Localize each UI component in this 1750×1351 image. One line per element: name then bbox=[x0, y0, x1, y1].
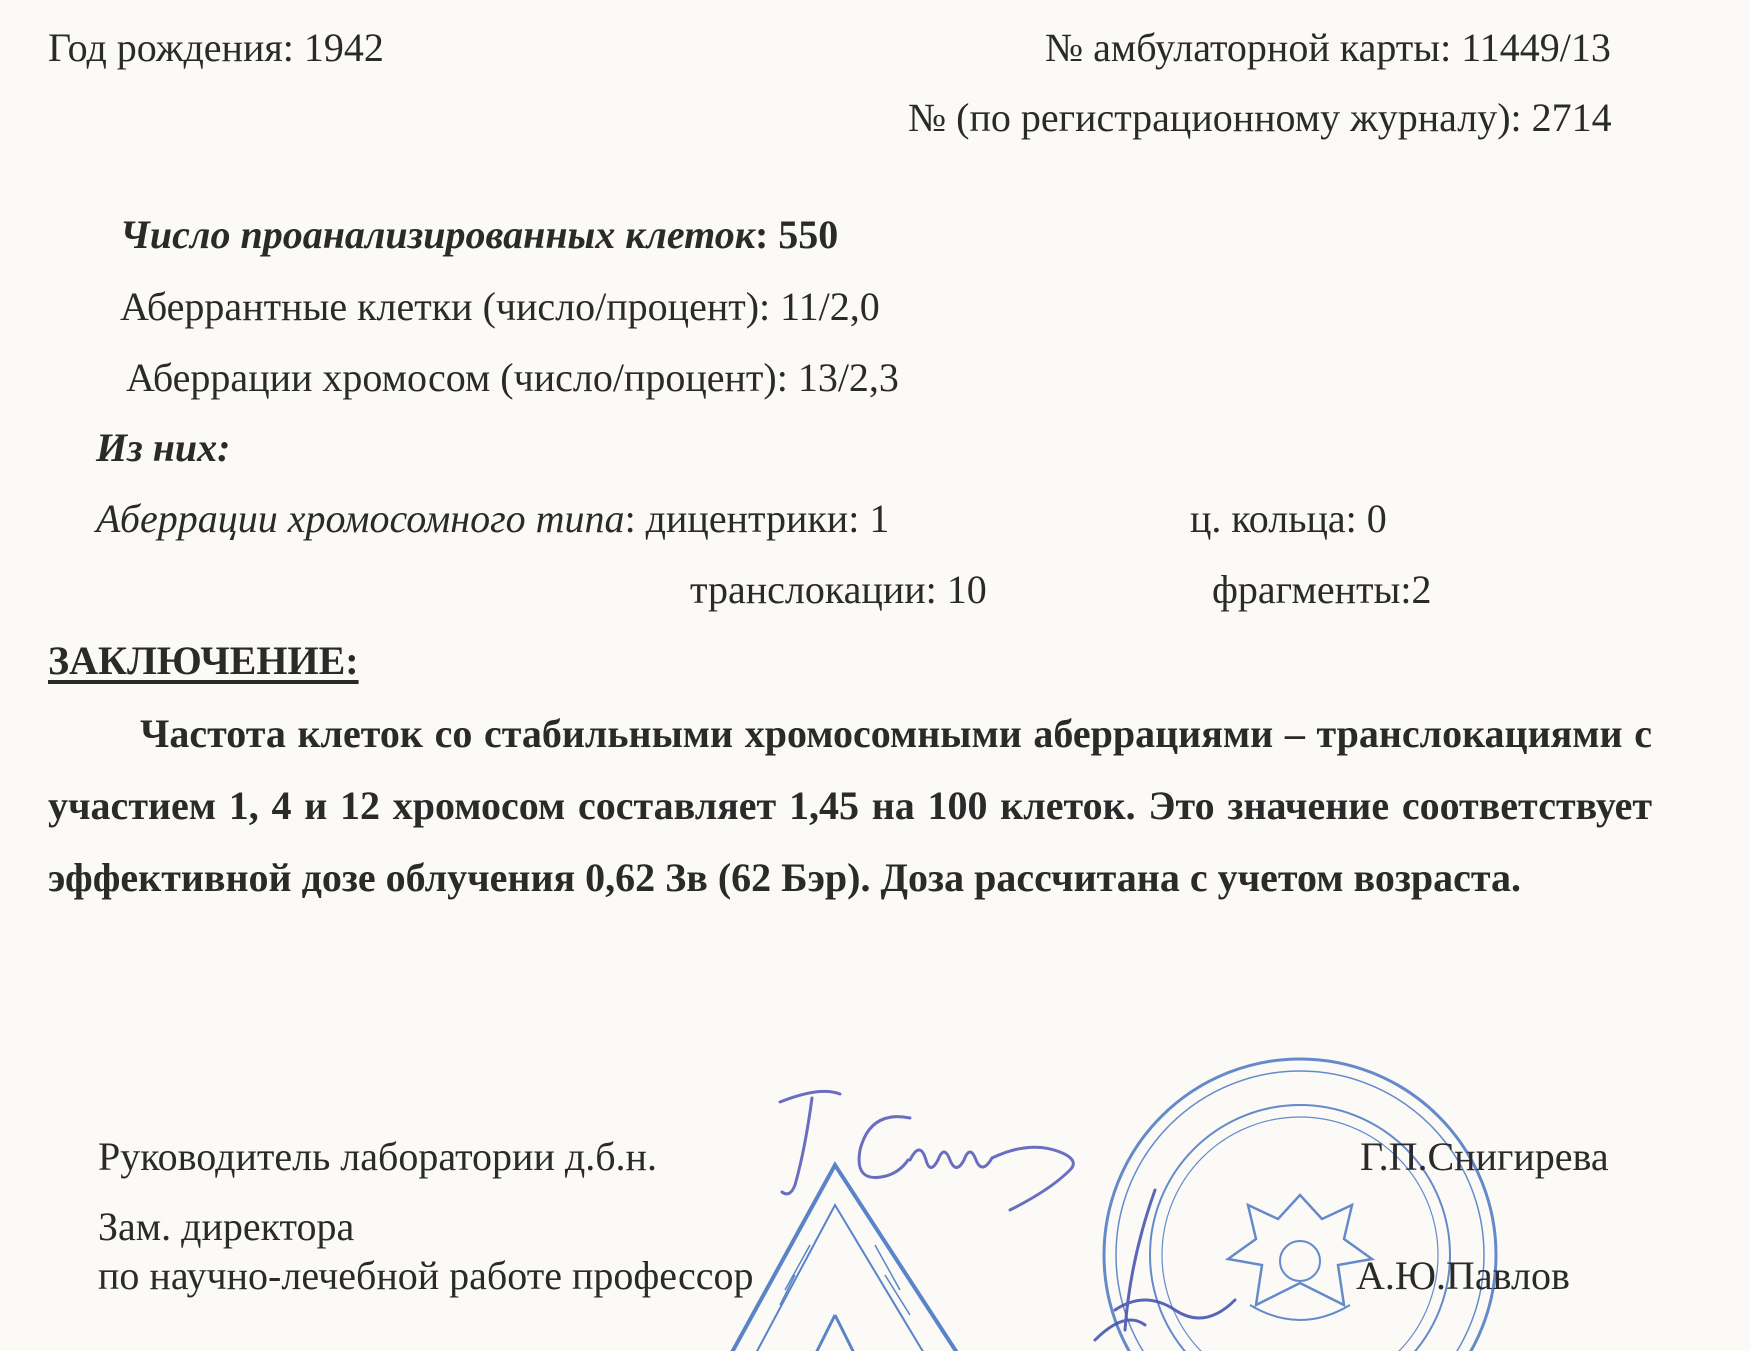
chromosome-aberrations: Аберрации хромосом (число/процент): 13/2,3 bbox=[126, 355, 899, 400]
deputy-title-line-1: Зам. директора bbox=[98, 1204, 355, 1249]
lab-head-title: Руководитель лаборатории д.б.н. bbox=[98, 1134, 657, 1179]
lab-head-name: Г.П.Снигирева bbox=[1360, 1134, 1609, 1179]
dicentrics-count: : дицентрики: 1 bbox=[624, 496, 890, 541]
registry-number: № (по регистрационному журналу): 2714 bbox=[908, 95, 1612, 140]
signature-snigireva bbox=[760, 1080, 1140, 1240]
cells-value: : 550 bbox=[754, 212, 839, 257]
translocations-count: транслокации: 10 bbox=[690, 567, 987, 612]
aberration-type-row bbox=[96, 495, 889, 543]
cells-count bbox=[120, 211, 838, 259]
deputy-name: А.Ю.Павлов bbox=[1356, 1253, 1570, 1298]
card-number: № амбулаторной карты: 11449/13 bbox=[1045, 25, 1611, 70]
of-them-heading: Из них: bbox=[96, 425, 231, 470]
cells-label: Число проанализированных клеток bbox=[120, 212, 755, 257]
rings-count: ц. кольца: 0 bbox=[1190, 496, 1387, 541]
signature-pavlov bbox=[1085, 1190, 1285, 1351]
deputy-title-line-2: по научно-лечебной работе профессор bbox=[98, 1253, 754, 1298]
fragments-count: фрагменты:2 bbox=[1212, 567, 1432, 612]
conclusion-heading: ЗАКЛЮЧЕНИЕ: bbox=[48, 638, 359, 683]
birth-year: Год рождения: 1942 bbox=[48, 25, 384, 70]
aberration-type-label: Аберрации хромосомного типа bbox=[96, 496, 625, 541]
aberrant-cells: Аберрантные клетки (число/процент): 11/2,0 bbox=[120, 284, 880, 329]
conclusion-text: Частота клеток со стабильными хромосомными аберрациями – транслокациями с участием 1, 4 и 12 хромосом составляет 1,45 на 100 клеток. Это значение соответствует эффективной дозе облучения 0,62 Зв (62 Бэр). Доза рассчитана с учетом возраста. bbox=[48, 711, 1652, 900]
